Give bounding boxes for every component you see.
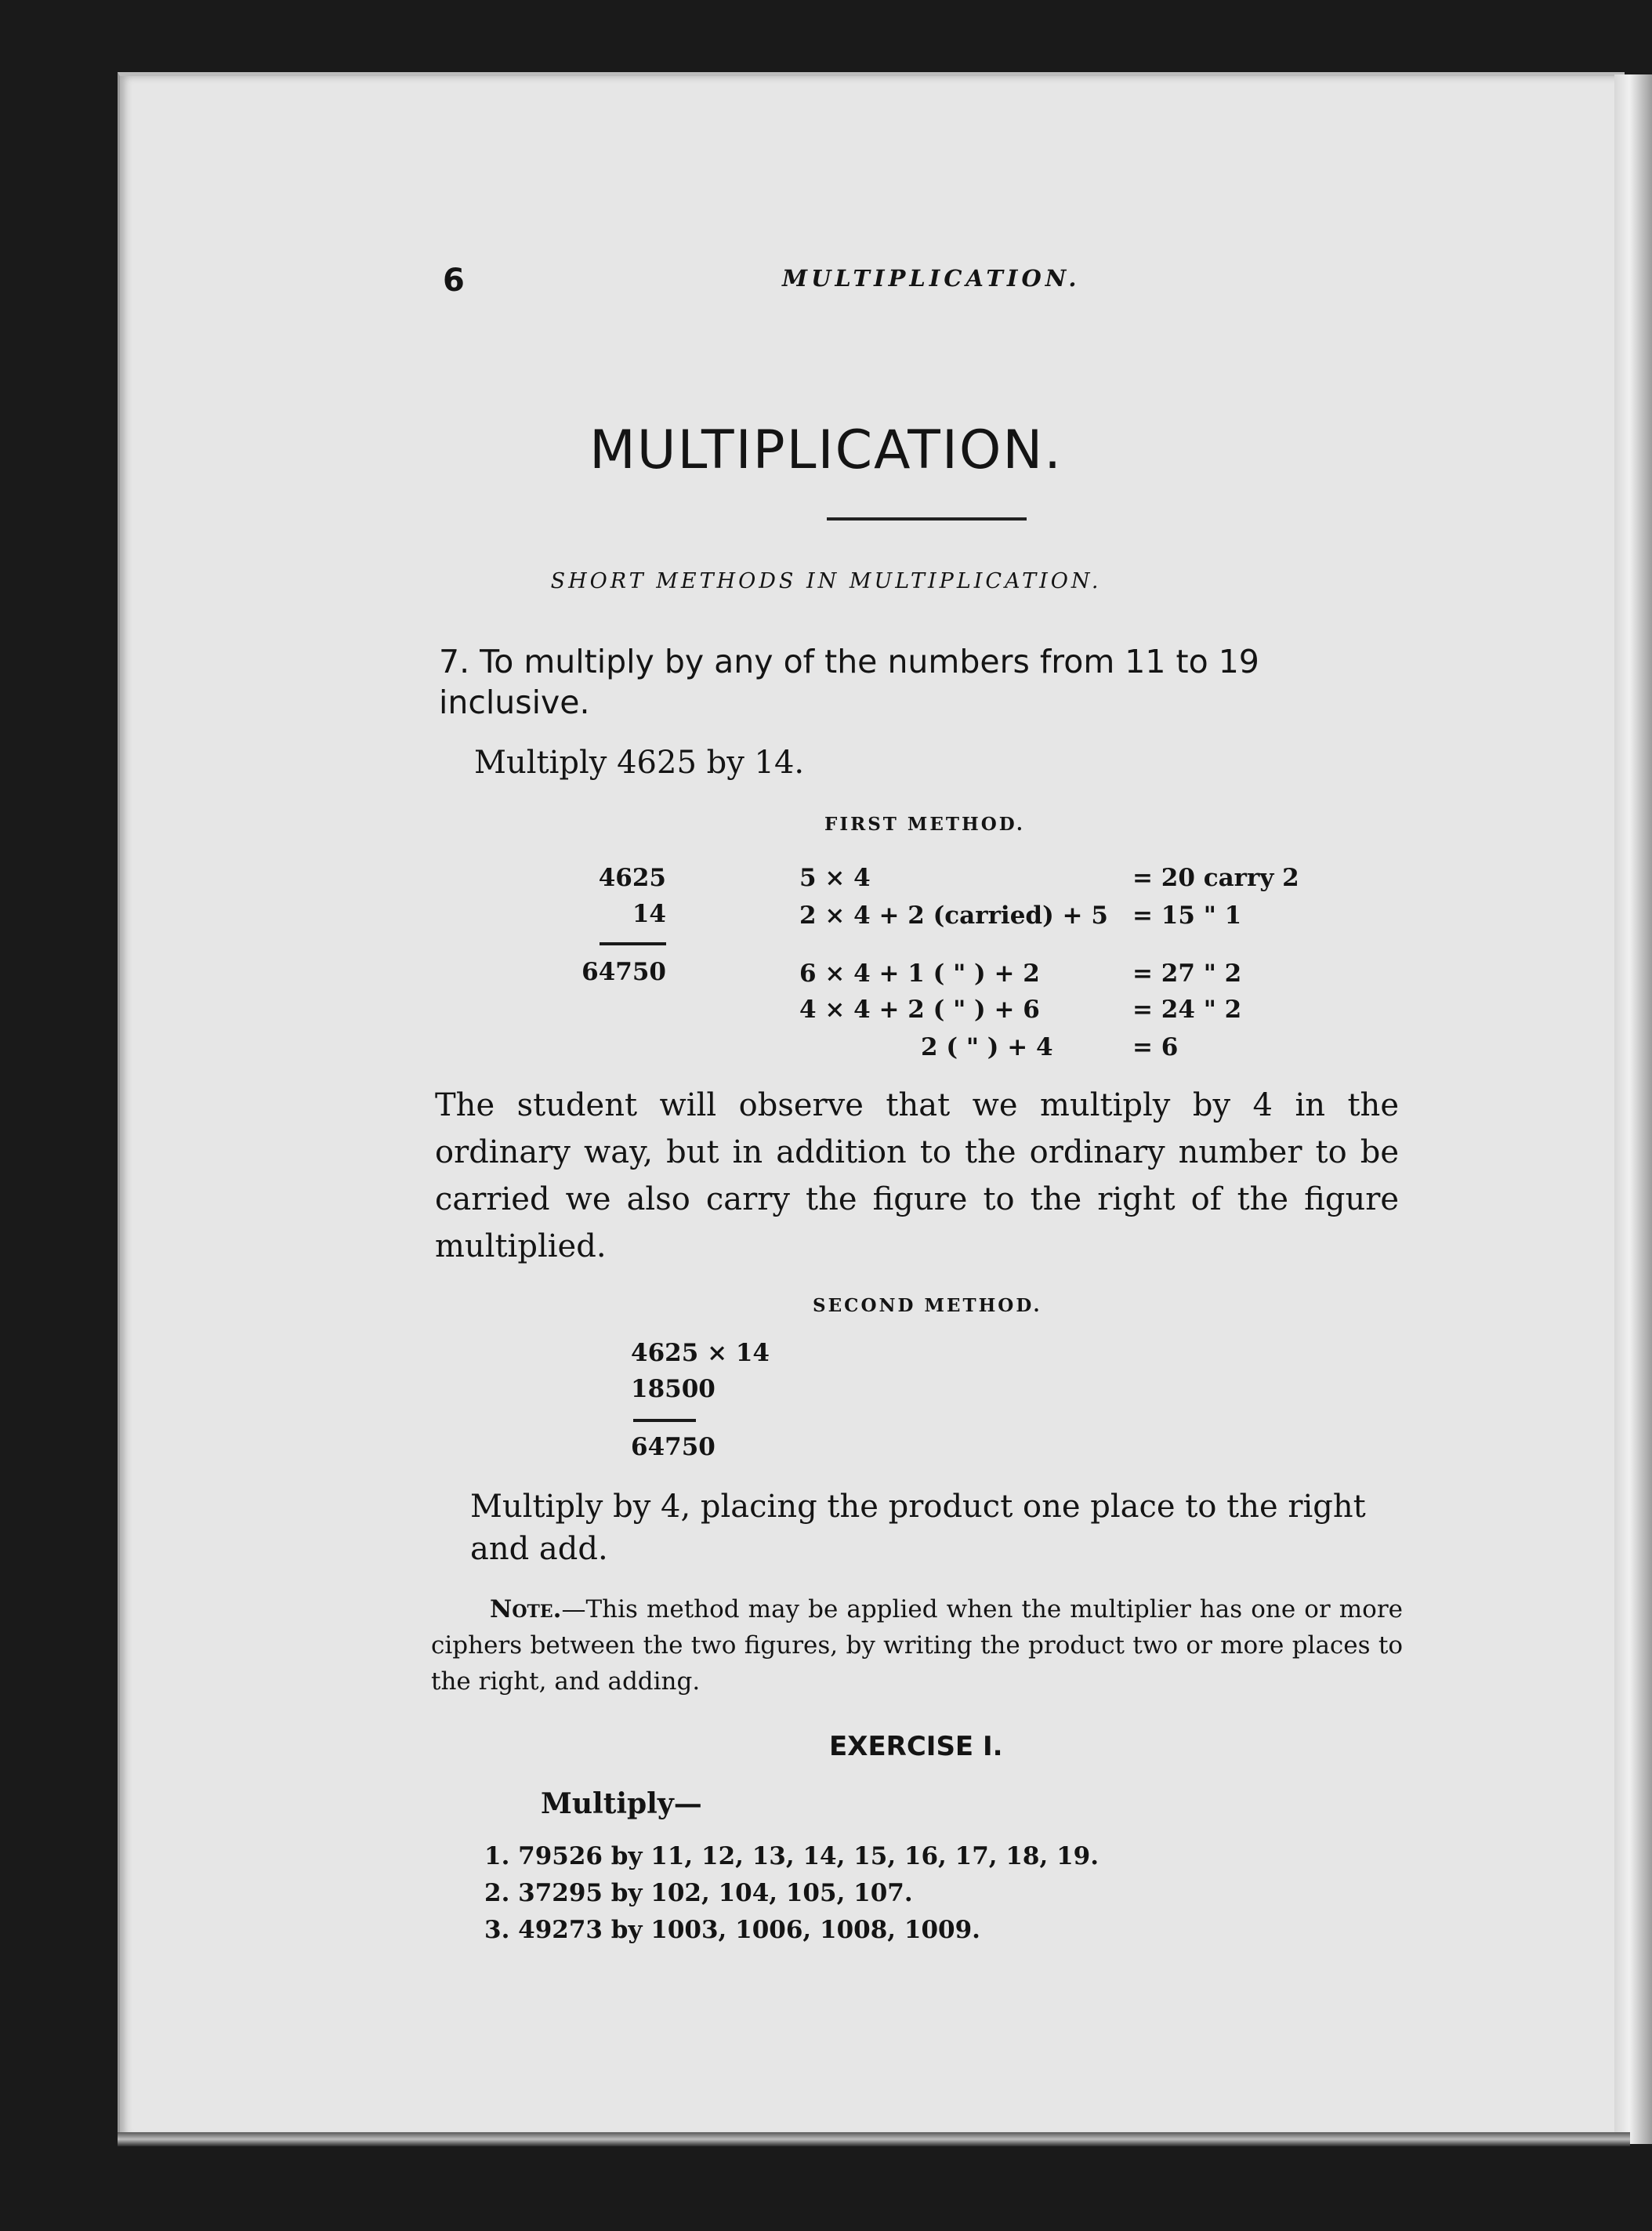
- step-result: = 20 carry 2: [1132, 864, 1299, 892]
- step-result: = 27 " 2: [1132, 960, 1242, 988]
- exercise-heading: EXERCISE I.: [829, 1731, 1003, 1762]
- exercise-item: 3. 49273 by 1003, 1006, 1008, 1009.: [484, 1916, 980, 1944]
- product: 64750: [581, 958, 666, 986]
- first-method-heading: FIRST METHOD.: [824, 814, 1025, 835]
- title-rule: [827, 517, 1027, 521]
- step-expression: 6 × 4 + 1 ( " ) + 2: [799, 960, 1040, 988]
- multiplier: 14: [632, 900, 666, 928]
- second-product-rule: [633, 1419, 696, 1422]
- note-lead: Note.: [490, 1595, 562, 1623]
- page-edge-right: [1614, 74, 1652, 2144]
- exercise-item: 1. 79526 by 11, 12, 13, 14, 15, 16, 17, 18, 19.: [484, 1842, 1100, 1870]
- step-expression: 2 × 4 + 2 (carried) + 5: [799, 901, 1108, 930]
- exercise-intro: Multiply—: [541, 1787, 702, 1820]
- second-method-product: 64750: [631, 1433, 716, 1461]
- chapter-title: MULTIPLICATION.: [589, 419, 1063, 481]
- exercise-item: 2. 37295 by 102, 104, 105, 107.: [484, 1879, 913, 1907]
- product-rule: [600, 942, 666, 945]
- step-expression: 2 ( " ) + 4: [921, 1033, 1053, 1061]
- second-explanation-paragraph: [470, 1486, 1395, 1570]
- page-edge-bottom: [118, 2132, 1630, 2146]
- second-method-heading: SECOND METHOD.: [813, 1295, 1042, 1316]
- note-paragraph: [431, 1591, 1403, 1700]
- step-result: = 6: [1132, 1033, 1179, 1061]
- multiplicand: 4625: [598, 864, 666, 892]
- second-method-line: 18500: [631, 1375, 716, 1403]
- step-result: = 24 " 2: [1132, 996, 1242, 1024]
- second-explanation-text: Multiply by 4, placing the product one place to the right and add.: [470, 1489, 1366, 1567]
- step-expression: 4 × 4 + 2 ( " ) + 6: [799, 996, 1040, 1024]
- section-subtitle: SHORT METHODS IN MULTIPLICATION.: [550, 569, 1102, 593]
- rule-7-text: 7. To multiply by any of the numbers from 11 to 19 inclusive.: [439, 643, 1259, 721]
- example-statement: Multiply 4625 by 14.: [474, 745, 805, 781]
- note-text: —This method may be applied when the multiplier has one or more ciphers between the two figures, by writing the product two or more places to the right, and adding.: [431, 1595, 1403, 1696]
- step-result: = 15 " 1: [1132, 901, 1242, 930]
- explanation-paragraph: The student will observe that we multiply by 4 in the ordinary way, but in addition to the ordinary number to be carried we also carry the figure to the right of the figure multiplied.: [435, 1087, 1399, 1264]
- second-method-line: 4625 × 14: [631, 1339, 770, 1367]
- page-number: 6: [443, 263, 465, 299]
- running-head: MULTIPLICATION.: [782, 265, 1081, 292]
- step-expression: 5 × 4: [799, 864, 871, 892]
